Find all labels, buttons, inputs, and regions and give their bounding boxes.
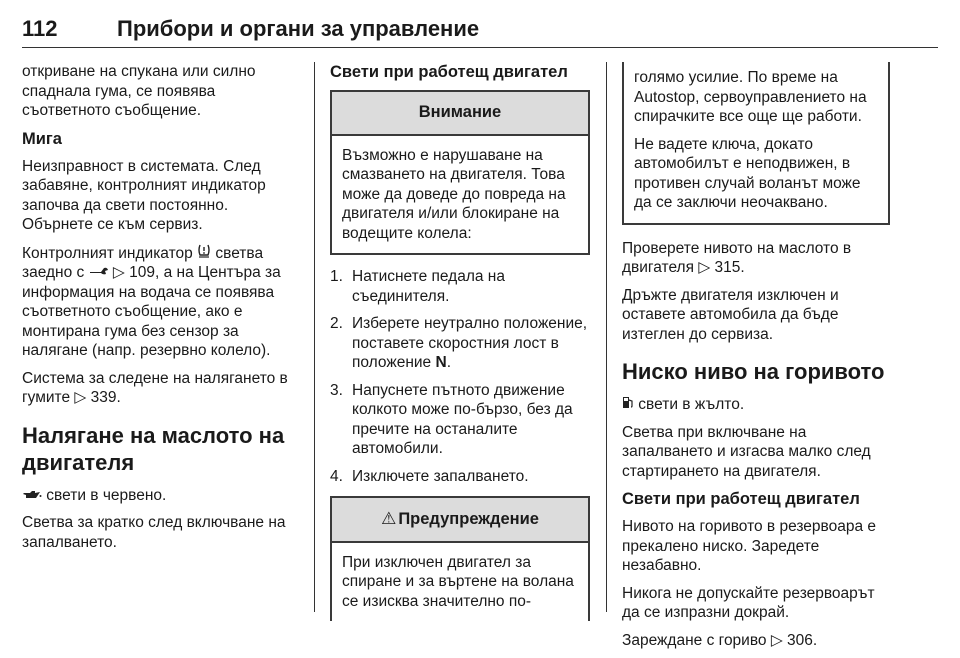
paragraph-tpms-indicator: Контролният индикатор светва заедно с ▷ 109, а на Центъра за информация на водача се появява съответното съобщение, ако е монтирана гума без сензор за налягане (напр. резервно колело). xyxy=(22,244,281,359)
steps-list xyxy=(330,267,590,486)
warning-text: При изключен двигател за спиране и за въртене на волана се изисква значително по- xyxy=(342,553,574,610)
caution-body xyxy=(332,136,588,254)
paragraph: Нивото на горивото в резервоара е прекалено ниско. Заредете незабавно. xyxy=(622,518,877,574)
column-middle xyxy=(330,62,590,621)
list-item: 2. Изберете неутрално положение, поставете скоростния лост в положение N. xyxy=(330,315,588,371)
heading-blink: Мига xyxy=(22,129,62,148)
tire-pressure-icon xyxy=(197,243,211,264)
page-header xyxy=(22,10,938,44)
paragraph: откриване на спукана или силно спаднала гума, се появява съответното съобщение. xyxy=(22,63,256,119)
paragraph: Неизправност в системата. След забавяне, контролният индикатор започва да свети постоянно. Обърнете се към сервиз. xyxy=(22,157,266,233)
paragraph: Дръжте двигателя изключен и оставете автомобила да бъде изтеглен до сервиза. xyxy=(622,286,839,343)
list-item: 1. Натиснете педала на съединителя. xyxy=(330,268,505,305)
paragraph: Светва за кратко след включване на запалването. xyxy=(22,514,286,551)
fuel-pump-icon xyxy=(622,395,634,415)
warning-title: ⚠ Предупреждение xyxy=(332,498,588,543)
reference-arrow-icon: ▷ xyxy=(74,389,87,406)
caution-box xyxy=(330,90,590,255)
heading-oil-pressure: Налягане на маслото на двигателя xyxy=(22,422,285,475)
paragraph-tpms-reference: Система за следене на налягането в гумите ▷ 339. xyxy=(22,369,288,406)
page-title: Прибори и органи за управление xyxy=(117,16,480,41)
paragraph-oil-indicator: свети в червено. xyxy=(22,486,298,506)
reference-arrow-icon: ▷ xyxy=(698,259,711,276)
warning-box-continued xyxy=(622,62,890,225)
list-item: 3. Напуснете пътното движение колкото може по-бързо, без да пречите на останалите автомобили. xyxy=(330,381,573,457)
warning-text: Не вадете ключа, докато автомобилът е неподвижен, в противен случай воланът може да се заключи неочаквано. xyxy=(634,135,861,211)
list-item: 4. Изключете запалването. xyxy=(330,467,529,485)
reference-arrow-icon: ▷ xyxy=(112,264,125,281)
page-number: 112 xyxy=(22,16,58,41)
warning-body xyxy=(332,543,588,622)
warning-body-continued xyxy=(624,62,888,223)
oil-can-icon xyxy=(22,486,42,506)
warning-text: голямо усилие. По време на Autostop, сервоуправлението на спирачките все още ще работи. xyxy=(634,69,867,125)
header-rule xyxy=(22,47,938,48)
heading-low-fuel: Ниско ниво на горивото xyxy=(622,359,885,384)
paragraph-fuel-indicator: свети в жълто. xyxy=(622,395,890,415)
column-divider-1 xyxy=(314,62,315,612)
paragraph-check-oil: Проверете нивото на маслото в двигателя ▷ 315. xyxy=(622,239,852,276)
reference-arrow-icon: ▷ xyxy=(770,631,783,649)
caution-text: Възможно е нарушаване на смазването на двигателя. Това може да доведе до повреда на двигателя и/или блокиране на водещите колела: xyxy=(342,146,566,242)
paragraph: Светва при включване на запалването и изгасва малко след стартирането на двигателя. xyxy=(622,423,871,480)
heading-engine-running: Свети при работещ двигател xyxy=(622,490,860,508)
column-right xyxy=(622,62,890,658)
caution-title: Внимание xyxy=(332,92,588,136)
column-divider-2 xyxy=(606,62,607,612)
warning-triangle-icon: ⚠ xyxy=(381,509,397,528)
paragraph-refuel-reference: Зареждане с гориво ▷ 306. xyxy=(622,631,818,649)
warning-box xyxy=(330,496,590,621)
paragraph: Никога не допускайте резервоарът да се изпразни докрай. xyxy=(622,584,875,621)
column-left xyxy=(22,62,298,560)
heading-engine-running: Свети при работещ двигател xyxy=(330,63,568,81)
wrench-service-icon xyxy=(89,263,109,283)
